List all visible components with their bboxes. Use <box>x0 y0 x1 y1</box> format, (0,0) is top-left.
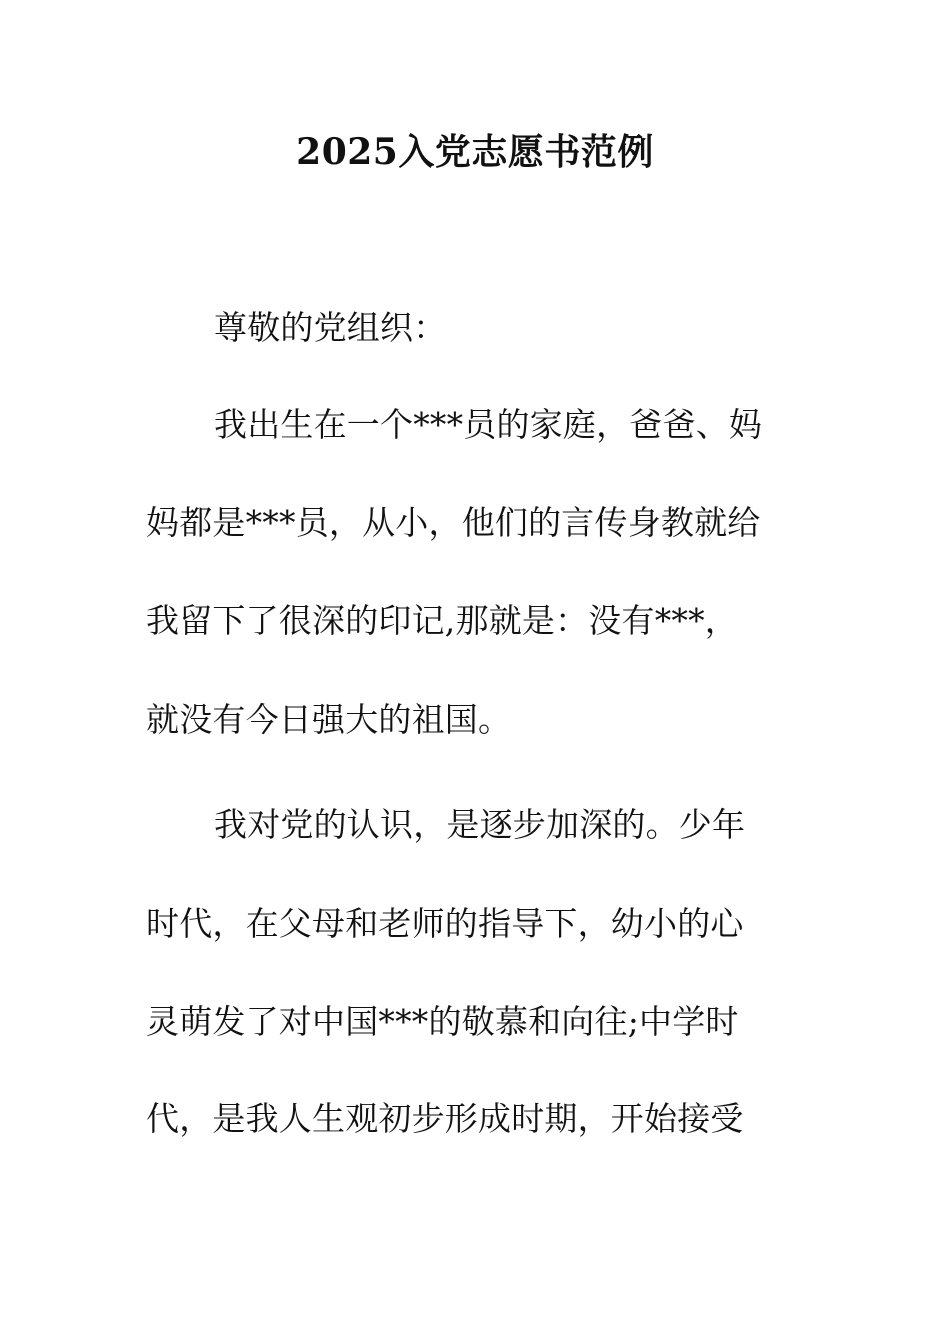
paragraph-1-line-3: 我留下了很深的印记,那就是：没有***， <box>146 601 738 640</box>
paragraph-1-line-4: 就没有今日强大的祖国。 <box>146 700 512 739</box>
salutation: 尊敬的党组织： <box>214 308 447 347</box>
paragraph-2-line-1: 我对党的认识，是逐步加深的。少年 <box>214 805 746 844</box>
paragraph-2-line-3: 灵萌发了对中国***的敬慕和向往;中学时 <box>146 1002 739 1041</box>
paragraph-1-line-1: 我出生在一个***员的家庭，爸爸、妈 <box>214 405 763 444</box>
paragraph-2-line-2: 时代，在父母和老师的指导下，幼小的心 <box>146 904 744 943</box>
document-title: 2025入党志愿书范例 <box>296 131 654 173</box>
paragraph-2-line-4: 代，是我人生观初步形成时期，开始接受 <box>146 1099 744 1138</box>
paragraph-1-line-2: 妈都是***员，从小，他们的言传身教就给 <box>146 503 761 542</box>
